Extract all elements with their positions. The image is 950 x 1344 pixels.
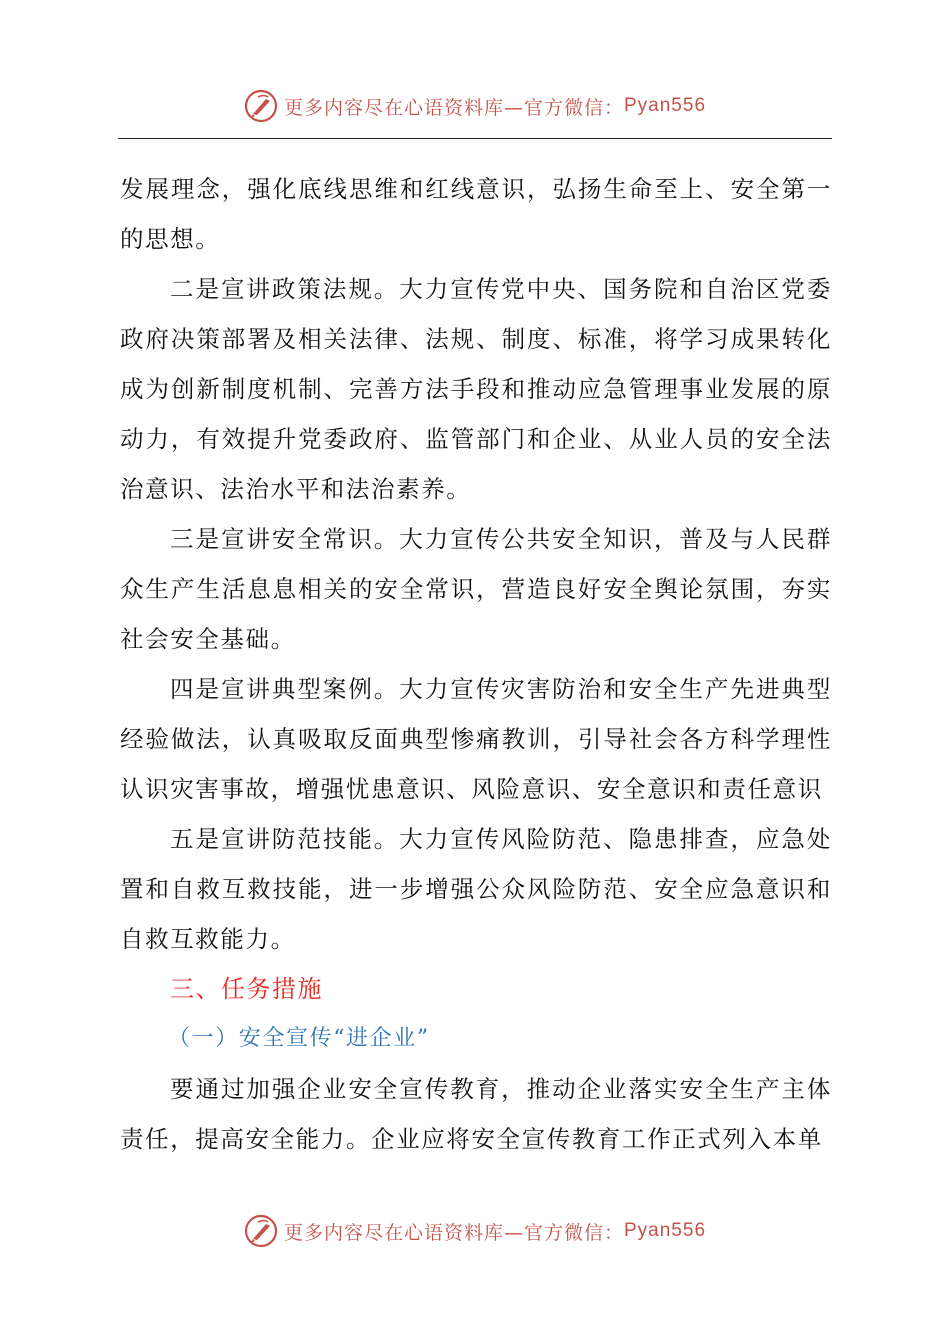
subsection-heading: （一）安全宣传“进企业” bbox=[168, 1026, 430, 1051]
paragraph-safety-knowledge: 三是宣讲安全常识。大力宣传公共安全知识，普及与人民群众生产生活息息相关的安全常识，营造良好安全舆论氛围，夯实社会安全基础。 bbox=[120, 525, 832, 653]
header-wechat-id: Pyan556 bbox=[624, 95, 707, 116]
footer-banner-text: 更多内容尽在心语资料库—官方微信： bbox=[283, 1221, 624, 1244]
section-heading: 三、任务措施 bbox=[170, 975, 323, 1003]
paragraph-enterprise: 要通过加强企业安全宣传教育，推动企业落实安全生产主体责任，提高安全能力。企业应将安全宣传教育工作正式列入本单 bbox=[120, 1075, 832, 1153]
document-body bbox=[120, 164, 832, 1164]
paragraph-typical-cases: 四是宣讲典型案例。大力宣传灾害防治和安全生产先进典型经验做法，认真吸取反面典型惨痛教训，引导社会各方科学理性认识灾害事故，增强忧患意识、风险意识、安全意识和责任意识 bbox=[120, 675, 832, 803]
quill-pen-logo-icon bbox=[244, 1214, 278, 1248]
paragraph-prevention-skills: 五是宣讲防范技能。大力宣传风险防范、隐患排查，应急处置和自救互救技能，进一步增强公众风险防范、安全应急意识和自救互救能力。 bbox=[120, 825, 832, 953]
footer-wechat-id: Pyan556 bbox=[624, 1220, 707, 1241]
header-divider bbox=[118, 138, 832, 139]
paragraph-development-concept: 发展理念，强化底线思维和红线意识，弘扬生命至上、安全第一的思想。 bbox=[120, 175, 832, 253]
footer-banner bbox=[0, 1211, 950, 1251]
header-banner bbox=[0, 86, 950, 126]
header-banner-text: 更多内容尽在心语资料库—官方微信： bbox=[283, 96, 624, 119]
paragraph-policy-regulations: 二是宣讲政策法规。大力宣传党中央、国务院和自治区党委政府决策部署及相关法律、法规、制度、标准，将学习成果转化成为创新制度机制、完善方法手段和推动应急管理事业发展的原动力，有效提升党委政府、监管部门和企业、从业人员的安全法治意识、法治水平和法治素养。 bbox=[120, 275, 832, 503]
quill-pen-logo-icon bbox=[244, 89, 278, 123]
